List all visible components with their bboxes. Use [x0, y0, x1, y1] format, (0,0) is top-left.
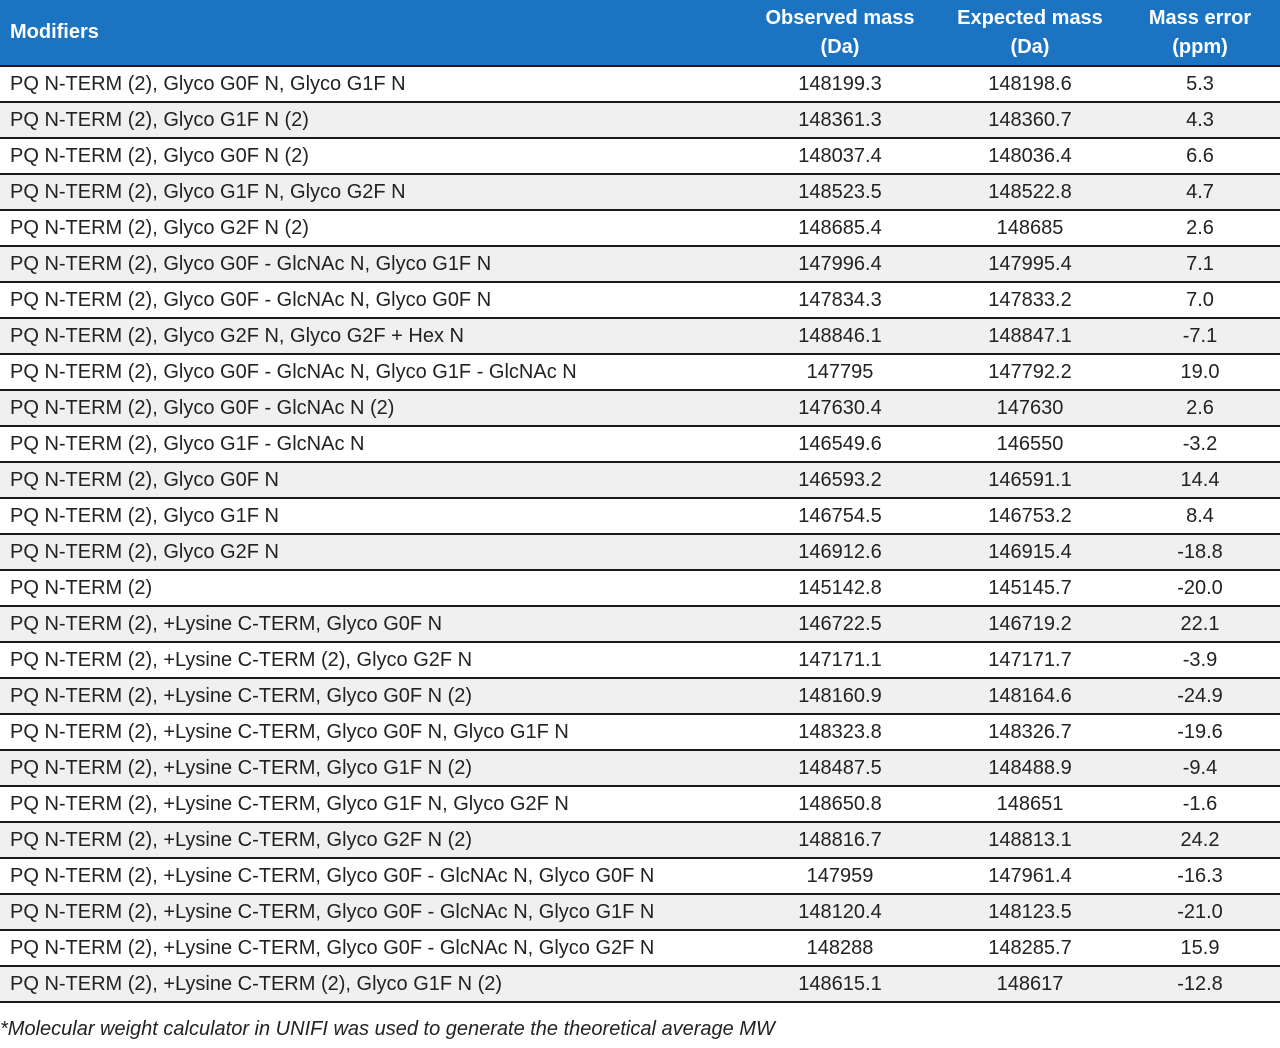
modifiers-cell: PQ N-TERM (2), +Lysine C-TERM, Glyco G0F - GlcNAc N, Glyco G0F N: [0, 858, 740, 894]
table-row: [0, 606, 1280, 642]
mass-error-cell: 2.6: [1120, 390, 1280, 426]
observed-mass-cell: 148487.5: [740, 750, 940, 786]
table-row: [0, 390, 1280, 426]
modifiers-cell: PQ N-TERM (2), Glyco G2F N (2): [0, 210, 740, 246]
table-row: [0, 858, 1280, 894]
mass-error-cell: -7.1: [1120, 318, 1280, 354]
mass-error-cell: 2.6: [1120, 210, 1280, 246]
modifiers-cell: PQ N-TERM (2), Glyco G0F N (2): [0, 138, 740, 174]
table-row: [0, 318, 1280, 354]
expected-mass-cell: 146719.2: [940, 606, 1120, 642]
table-row: [0, 66, 1280, 102]
expected-mass-cell: 148522.8: [940, 174, 1120, 210]
footnote: *Molecular weight calculator in UNIFI was used to generate the theoretical average MW: [0, 1018, 775, 1040]
mass-error-cell: 7.1: [1120, 246, 1280, 282]
mass-error-cell: 4.3: [1120, 102, 1280, 138]
observed-mass-cell: 147959: [740, 858, 940, 894]
mass-error-cell: 15.9: [1120, 930, 1280, 966]
table-row: [0, 930, 1280, 966]
modifiers-cell: PQ N-TERM (2), Glyco G0F - GlcNAc N, Glyco G1F - GlcNAc N: [0, 354, 740, 390]
mass-error-cell: -18.8: [1120, 534, 1280, 570]
modifiers-cell: PQ N-TERM (2), Glyco G1F N, Glyco G2F N: [0, 174, 740, 210]
header-expected-mass: [940, 0, 1120, 66]
observed-mass-cell: 148650.8: [740, 786, 940, 822]
table-row: [0, 822, 1280, 858]
header-error-line1: Mass error: [1148, 6, 1252, 29]
header-observed-line2: (Da): [820, 35, 860, 58]
observed-mass-cell: 146722.5: [740, 606, 940, 642]
observed-mass-cell: 147834.3: [740, 282, 940, 318]
expected-mass-cell: 148847.1: [940, 318, 1120, 354]
expected-mass-cell: 145145.7: [940, 570, 1120, 606]
table-row: [0, 678, 1280, 714]
modifiers-cell: PQ N-TERM (2), Glyco G0F N, Glyco G1F N: [0, 66, 740, 102]
modifiers-cell: PQ N-TERM (2), Glyco G0F - GlcNAc N, Glyco G0F N: [0, 282, 740, 318]
table-row: [0, 174, 1280, 210]
table-row: [0, 642, 1280, 678]
table-row: [0, 750, 1280, 786]
expected-mass-cell: 148488.9: [940, 750, 1120, 786]
expected-mass-cell: 146550: [940, 426, 1120, 462]
modifiers-cell: PQ N-TERM (2), Glyco G2F N: [0, 534, 740, 570]
mass-error-cell: -24.9: [1120, 678, 1280, 714]
observed-mass-cell: 148120.4: [740, 894, 940, 930]
observed-mass-cell: 148037.4: [740, 138, 940, 174]
table-row: [0, 786, 1280, 822]
header-row: [0, 0, 1280, 66]
table-row: [0, 570, 1280, 606]
modifiers-cell: PQ N-TERM (2), +Lysine C-TERM, Glyco G1F N (2): [0, 750, 740, 786]
modifiers-cell: PQ N-TERM (2), +Lysine C-TERM, Glyco G0F - GlcNAc N, Glyco G1F N: [0, 894, 740, 930]
modifiers-cell: PQ N-TERM (2), Glyco G0F - GlcNAc N, Glyco G1F N: [0, 246, 740, 282]
modifiers-cell: PQ N-TERM (2), Glyco G1F - GlcNAc N: [0, 426, 740, 462]
expected-mass-cell: 147961.4: [940, 858, 1120, 894]
observed-mass-cell: 146549.6: [740, 426, 940, 462]
mass-error-cell: 19.0: [1120, 354, 1280, 390]
modifiers-cell: PQ N-TERM (2), +Lysine C-TERM, Glyco G0F - GlcNAc N, Glyco G2F N: [0, 930, 740, 966]
header-mass-error: [1120, 0, 1280, 66]
observed-mass-cell: 147171.1: [740, 642, 940, 678]
expected-mass-cell: 148036.4: [940, 138, 1120, 174]
observed-mass-cell: 148199.3: [740, 66, 940, 102]
observed-mass-cell: 148361.3: [740, 102, 940, 138]
table-row: [0, 282, 1280, 318]
mass-error-cell: -20.0: [1120, 570, 1280, 606]
table-row: [0, 498, 1280, 534]
table-row: [0, 210, 1280, 246]
mass-error-cell: -1.6: [1120, 786, 1280, 822]
observed-mass-cell: 148685.4: [740, 210, 940, 246]
expected-mass-cell: 148685: [940, 210, 1120, 246]
observed-mass-cell: 145142.8: [740, 570, 940, 606]
table-row: [0, 354, 1280, 390]
expected-mass-cell: 148617: [940, 966, 1120, 1002]
modifiers-cell: PQ N-TERM (2), Glyco G1F N (2): [0, 102, 740, 138]
observed-mass-cell: 148846.1: [740, 318, 940, 354]
table-row: [0, 894, 1280, 930]
table-body: [0, 66, 1280, 1002]
mass-error-cell: 7.0: [1120, 282, 1280, 318]
expected-mass-cell: 148360.7: [940, 102, 1120, 138]
mass-error-cell: 22.1: [1120, 606, 1280, 642]
header-error-line2: (ppm): [1172, 35, 1228, 58]
observed-mass-cell: 148615.1: [740, 966, 940, 1002]
mass-error-cell: -3.9: [1120, 642, 1280, 678]
expected-mass-cell: 147833.2: [940, 282, 1120, 318]
observed-mass-cell: 148323.8: [740, 714, 940, 750]
modifiers-cell: PQ N-TERM (2), +Lysine C-TERM, Glyco G1F N, Glyco G2F N: [0, 786, 740, 822]
modifiers-cell: PQ N-TERM (2), +Lysine C-TERM, Glyco G0F N, Glyco G1F N: [0, 714, 740, 750]
observed-mass-cell: 146912.6: [740, 534, 940, 570]
header-observed-mass: [740, 0, 940, 66]
expected-mass-cell: 147792.2: [940, 354, 1120, 390]
observed-mass-cell: 148160.9: [740, 678, 940, 714]
expected-mass-cell: 148123.5: [940, 894, 1120, 930]
mass-error-cell: 8.4: [1120, 498, 1280, 534]
mass-error-cell: -19.6: [1120, 714, 1280, 750]
mass-error-cell: 24.2: [1120, 822, 1280, 858]
expected-mass-cell: 147630: [940, 390, 1120, 426]
table-row: [0, 102, 1280, 138]
table-header: [0, 0, 1280, 66]
expected-mass-cell: 147995.4: [940, 246, 1120, 282]
observed-mass-cell: 146754.5: [740, 498, 940, 534]
observed-mass-cell: 147630.4: [740, 390, 940, 426]
observed-mass-cell: 148816.7: [740, 822, 940, 858]
table-row: [0, 714, 1280, 750]
modifiers-cell: PQ N-TERM (2), +Lysine C-TERM, Glyco G0F N: [0, 606, 740, 642]
mass-error-cell: -9.4: [1120, 750, 1280, 786]
modifiers-cell: PQ N-TERM (2), Glyco G2F N, Glyco G2F + Hex N: [0, 318, 740, 354]
table-row: [0, 534, 1280, 570]
mass-error-cell: -21.0: [1120, 894, 1280, 930]
expected-mass-cell: 148813.1: [940, 822, 1120, 858]
expected-mass-cell: 148285.7: [940, 930, 1120, 966]
modifiers-cell: PQ N-TERM (2), +Lysine C-TERM, Glyco G2F N (2): [0, 822, 740, 858]
table-row: [0, 426, 1280, 462]
observed-mass-cell: 147996.4: [740, 246, 940, 282]
table-row: [0, 966, 1280, 1002]
mass-error-cell: -16.3: [1120, 858, 1280, 894]
observed-mass-cell: 148288: [740, 930, 940, 966]
modifiers-cell: PQ N-TERM (2), Glyco G1F N: [0, 498, 740, 534]
expected-mass-cell: 148326.7: [940, 714, 1120, 750]
modifiers-cell: PQ N-TERM (2), +Lysine C-TERM (2), Glyco G2F N: [0, 642, 740, 678]
expected-mass-cell: 146753.2: [940, 498, 1120, 534]
observed-mass-cell: 146593.2: [740, 462, 940, 498]
header-modifiers: Modifiers: [0, 0, 740, 66]
modifiers-cell: PQ N-TERM (2), +Lysine C-TERM (2), Glyco G1F N (2): [0, 966, 740, 1002]
mass-error-cell: -3.2: [1120, 426, 1280, 462]
observed-mass-cell: 147795: [740, 354, 940, 390]
modifiers-cell: PQ N-TERM (2), Glyco G0F - GlcNAc N (2): [0, 390, 740, 426]
mass-error-cell: 6.6: [1120, 138, 1280, 174]
header-expected-line2: (Da): [1010, 35, 1050, 58]
expected-mass-cell: 148651: [940, 786, 1120, 822]
observed-mass-cell: 148523.5: [740, 174, 940, 210]
header-expected-line1: Expected mass: [957, 6, 1103, 29]
expected-mass-cell: 148198.6: [940, 66, 1120, 102]
expected-mass-cell: 146591.1: [940, 462, 1120, 498]
modifiers-cell: PQ N-TERM (2), +Lysine C-TERM, Glyco G0F N (2): [0, 678, 740, 714]
header-observed-line1: Observed mass: [765, 6, 915, 29]
expected-mass-cell: 147171.7: [940, 642, 1120, 678]
expected-mass-cell: 148164.6: [940, 678, 1120, 714]
table-row: [0, 462, 1280, 498]
mass-error-cell: 14.4: [1120, 462, 1280, 498]
mass-error-cell: -12.8: [1120, 966, 1280, 1002]
table-row: [0, 138, 1280, 174]
modifiers-cell: PQ N-TERM (2): [0, 570, 740, 606]
mass-error-cell: 4.7: [1120, 174, 1280, 210]
table-row: [0, 246, 1280, 282]
expected-mass-cell: 146915.4: [940, 534, 1120, 570]
mass-error-cell: 5.3: [1120, 66, 1280, 102]
modifiers-cell: PQ N-TERM (2), Glyco G0F N: [0, 462, 740, 498]
